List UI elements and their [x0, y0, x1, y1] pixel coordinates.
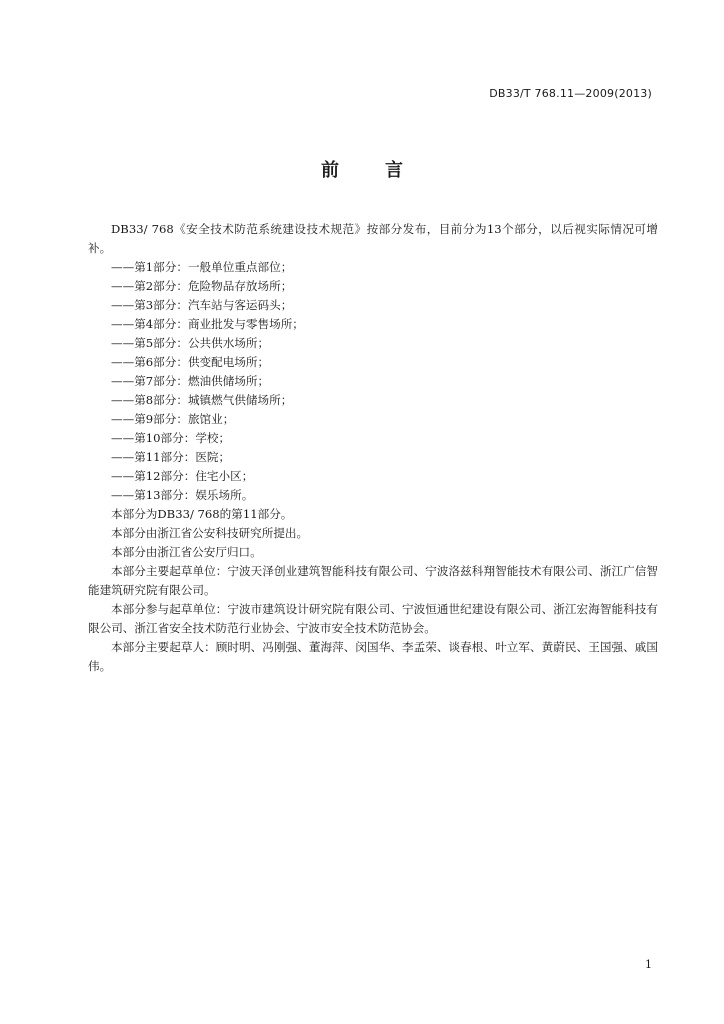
statement-part-number: 本部分为DB33/ 768的第11部分。: [111, 507, 293, 521]
list-item: ——第13部分：娱乐场所。: [111, 488, 254, 502]
page-number: 1: [645, 958, 652, 971]
statement-proposer: 本部分由浙江省公安科技研究所提出。: [111, 526, 309, 540]
list-item: ——第5部分：公共供水场所；: [111, 336, 270, 350]
document-number: DB33/T 768.11—2009(2013): [489, 87, 652, 100]
list-item: ——第12部分：住宅小区；: [111, 469, 254, 483]
list-item: ——第3部分：汽车站与客运码头；: [111, 298, 293, 312]
list-item: ——第8部分：城镇燃气供储场所；: [111, 393, 293, 407]
statement-participating-units: 本部分参与起草单位：宁波市建筑设计研究院有限公司、宁波恒通世纪建设有限公司、浙江宏海智能科技有限公司、浙江省安全技术防范行业协会、宁波市安全技术防范协会。: [88, 602, 658, 635]
statement-main-drafting-units: 本部分主要起草单位：宁波天泽创业建筑智能科技有限公司、宁波洛兹科翔智能技术有限公司、浙江广信智能建筑研究院有限公司。: [88, 564, 658, 597]
statement-main-drafters: 本部分主要起草人：顾时明、冯刚强、董海萍、闵国华、李孟荣、谈春根、叶立军、黄蔚民、王国强、戚国伟。: [88, 640, 658, 673]
list-item: ——第7部分：燃油供储场所；: [111, 374, 270, 388]
list-item: ——第6部分：供变配电场所；: [111, 355, 270, 369]
parts-list: [88, 258, 658, 505]
page-title: 前言: [321, 160, 449, 181]
statement-centralized: 本部分由浙江省公安厅归口。: [111, 545, 262, 559]
list-item: ——第9部分：旅馆业；: [111, 412, 235, 426]
list-item: ——第10部分：学校；: [111, 431, 231, 445]
intro-paragraph: DB33/ 768《安全技术防范系统建设技术规范》按部分发布，目前分为13个部分，以后视实际情况可增补。: [88, 222, 658, 255]
list-item: ——第2部分：危险物品存放场所；: [111, 279, 293, 293]
list-item: ——第1部分：一般单位重点部位；: [111, 260, 293, 274]
list-item: ——第11部分：医院；: [111, 450, 231, 464]
foreword-body: [88, 220, 658, 676]
list-item: ——第4部分：商业批发与零售场所；: [111, 317, 304, 331]
